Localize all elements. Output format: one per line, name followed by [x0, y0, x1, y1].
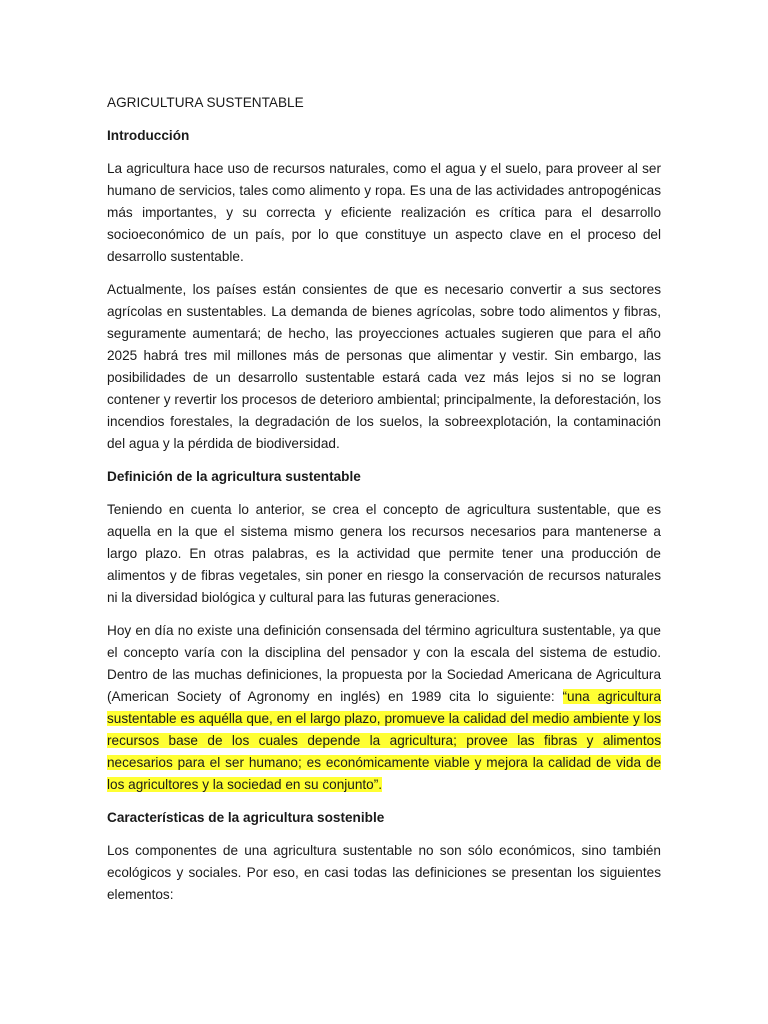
definition-paragraph-2-text: Hoy en día no existe una definición consensada del término agricultura sustentable, ya que el concepto varía con la disciplina del pensador y con la escala del sistema de estudio. Dentro de las muchas definiciones, la propuesta por la Sociedad Americana de Agricultura (American Society of Agronomy en inglés) en 1989 cita lo siguiente: — [107, 623, 661, 704]
definition-heading: Definición de la agricultura sustentable — [107, 469, 361, 484]
characteristics-heading: Características de la agricultura sostenible — [107, 810, 385, 825]
characteristics-paragraph-1: Los componentes de una agricultura sustentable no son sólo económicos, sino también ecológicos y sociales. Por eso, en casi todas las definiciones se presentan los siguientes elementos: — [107, 843, 661, 902]
intro-paragraph-2: Actualmente, los países están consientes de que es necesario convertir a sus sectores agrícolas en sustentables. La demanda de bienes agrícolas, sobre todo alimentos y fibras, seguramente aumentará; de hecho, las proyecciones actuales sugieren que para el año 2025 habrá tres mil millones más de personas que alimentar y vestir. Sin embargo, las posibilidades de un desarrollo sustentable estará cada vez más lejos si no se logran contener y revertir los procesos de deterioro ambiental; principalmente, la deforestación, los incendios forestales, la degradación de los suelos, la sobreexplotación, la contaminación del agua y la pérdida de biodiversidad. — [107, 282, 661, 451]
highlighted-quote: “una agricultura sustentable es aquélla que, en el largo plazo, promueve la calidad del medio ambiente y los recursos base de los cuales depende la agricultura; provee las fibras y alimentos necesarios para el ser humano; es económicamente viable y mejora la calidad de vida de los agricultores y la sociedad en su conjunto”. — [107, 689, 662, 792]
document-page — [107, 92, 661, 917]
intro-heading: Introducción — [107, 128, 190, 143]
document-title: AGRICULTURA SUSTENTABLE — [107, 95, 304, 110]
definition-paragraph-1: Teniendo en cuenta lo anterior, se crea el concepto de agricultura sustentable, que es aquella en la que el sistema mismo genera los recursos necesarios para mantenerse a largo plazo. En otras palabras, es la actividad que permite tener una producción de alimentos y de fibras vegetales, sin poner en riesgo la conservación de recursos naturales ni la diversidad biológica y cultural para las futuras generaciones. — [107, 502, 661, 605]
intro-paragraph-1: La agricultura hace uso de recursos naturales, como el agua y el suelo, para proveer al ser humano de servicios, tales como alimento y ropa. Es una de las actividades antropogénicas más importantes, y su correcta y eficiente realización es crítica para el desarrollo socioeconómico de un país, por lo que constituye un aspecto clave en el proceso del desarrollo sustentable. — [107, 161, 661, 264]
definition-paragraph-2 — [107, 620, 661, 796]
